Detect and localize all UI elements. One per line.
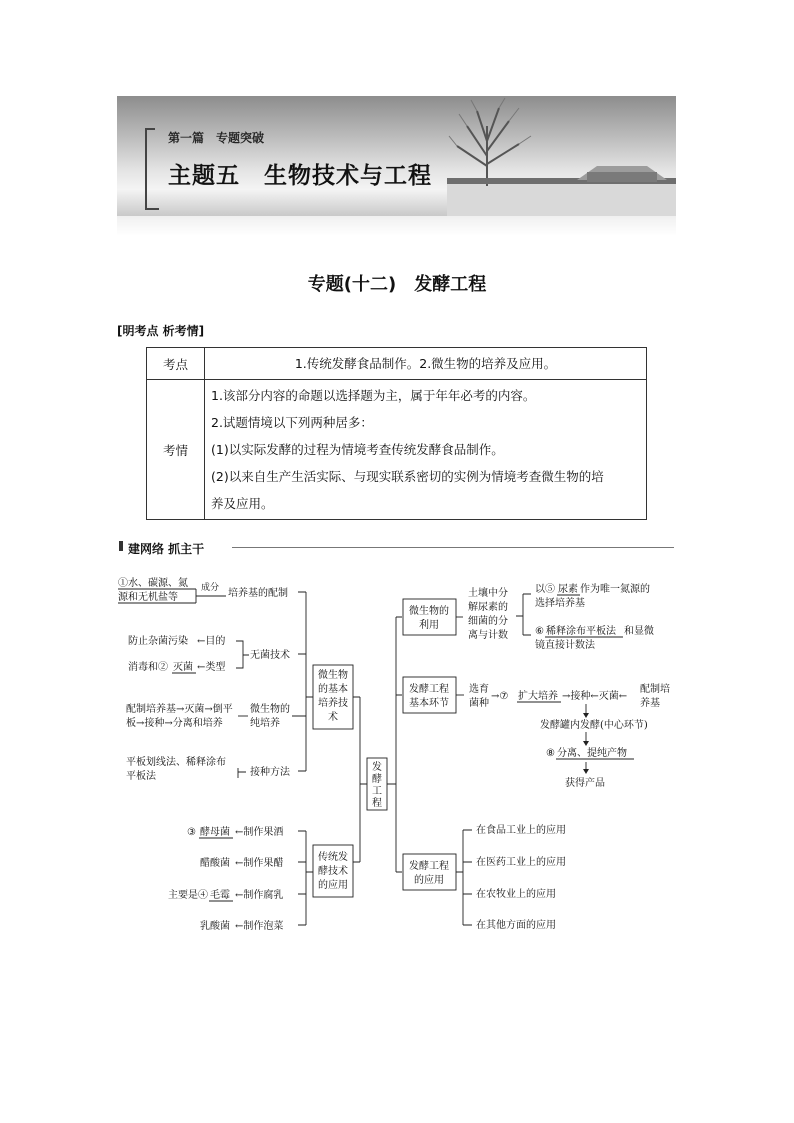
answer-blank: 扩大培养 bbox=[518, 691, 558, 702]
inoculation-arrow bbox=[238, 768, 246, 778]
aseptic-item: 消毒和② bbox=[128, 662, 168, 673]
group-label: 微生物 bbox=[318, 670, 348, 681]
aseptic-bracket bbox=[236, 641, 249, 668]
table-line: (1)以实际发酵的过程为情境考查传统发酵食品制作。 bbox=[211, 442, 504, 457]
utilization-detail: 选择培养基 bbox=[535, 598, 585, 609]
utilization-topic: 解尿素的 bbox=[468, 602, 508, 613]
inoculation-method: 平板法 bbox=[126, 771, 156, 782]
table-cell bbox=[205, 348, 647, 380]
network-header: 建网络 抓主干 bbox=[128, 542, 205, 556]
banner-bracket-bottom bbox=[145, 208, 159, 210]
table-line: 1.传统发酵食品制作。2.微生物的培养及应用。 bbox=[294, 356, 557, 371]
table-line: (2)以来自生产生活实际、与现实联系密切的实例为情境考查微生物的培 bbox=[211, 469, 604, 484]
banner-bracket-top bbox=[145, 128, 155, 130]
table-line: 2.试题情境以下列两种居多： bbox=[211, 415, 373, 430]
relation-label: ←目的 bbox=[197, 636, 226, 647]
theme-title: 主题五 生物技术与工程 bbox=[168, 163, 432, 189]
aseptic-item: 防止杂菌污染 bbox=[128, 636, 188, 647]
pure-culture-target: 纯培养 bbox=[250, 718, 280, 729]
utilization-topic: 离与计数 bbox=[468, 630, 508, 641]
traditional-microbe: 醋酸菌 bbox=[200, 858, 230, 869]
traditional-use: ←制作果醋 bbox=[235, 858, 284, 869]
utilization-prefix: ⑥ bbox=[535, 626, 544, 637]
pure-culture-step: 配制培养基→灭菌→倒平 bbox=[126, 704, 233, 715]
group-label: 发酵工程 bbox=[409, 861, 449, 872]
traditional-use: ←制作腐乳 bbox=[235, 890, 284, 901]
utilization-topic: 土壤中分 bbox=[468, 588, 508, 599]
center-label: 发 bbox=[372, 762, 382, 773]
aseptic-target: 无菌技术 bbox=[250, 650, 290, 661]
center-right-connector bbox=[387, 617, 402, 872]
application-item: 在其他方面的应用 bbox=[476, 920, 556, 931]
center-label: 程 bbox=[372, 798, 382, 809]
culture-medium-source: ①水、碳源、氮 bbox=[118, 578, 188, 589]
utilization-detail: 作为唯一氮源的 bbox=[580, 584, 650, 595]
relation-label: 成分 bbox=[201, 583, 220, 593]
header-rule bbox=[232, 547, 674, 548]
applications-bracket bbox=[456, 830, 472, 925]
table-header-cell: 考情 bbox=[147, 380, 205, 520]
group-label: 的基本 bbox=[318, 684, 348, 695]
group-label: 的应用 bbox=[414, 875, 444, 886]
inoculation-target: 接种方法 bbox=[250, 767, 290, 778]
banner-shadow-strip bbox=[117, 216, 676, 236]
section-label: 第一篇 专题突破 bbox=[168, 131, 265, 145]
pure-culture-target: 微生物的 bbox=[250, 704, 290, 715]
exam-info-table bbox=[146, 347, 647, 520]
traditional-prefix: 主要是④ bbox=[168, 890, 208, 901]
utilization-prefix: 以⑤ bbox=[535, 584, 555, 595]
group-label: 酵技术 bbox=[318, 866, 348, 877]
final-product: 获得产品 bbox=[565, 778, 605, 789]
center-label: 酵 bbox=[372, 774, 382, 785]
group-label: 术 bbox=[328, 712, 338, 723]
center-label: 工 bbox=[372, 786, 382, 797]
answer-blank: 稀释涂布平板法 bbox=[546, 626, 616, 637]
inoculation-method: 平板划线法、稀释涂布 bbox=[126, 757, 226, 768]
tree-landscape-image bbox=[447, 96, 676, 216]
arrow-head-icon bbox=[583, 713, 589, 718]
traditional-prefix: ③ bbox=[187, 827, 196, 838]
group-label: 培养技 bbox=[318, 698, 348, 709]
utilization-bracket bbox=[516, 594, 531, 635]
answer-blank: 酵母菌 bbox=[200, 827, 230, 838]
relation-label: ←类型 bbox=[197, 662, 226, 673]
group-label: 微生物的 bbox=[409, 606, 449, 617]
topic-title: 专题(十二) 发酵工程 bbox=[307, 274, 487, 295]
select-strain: 菌种 bbox=[469, 698, 489, 709]
review-label: [明考点 析考情] bbox=[117, 324, 205, 338]
separation-prefix: ⑧ bbox=[546, 748, 555, 759]
table-line: 1.该部分内容的命题以选择题为主，属于年年必考的内容。 bbox=[211, 388, 536, 403]
select-strain: 选育 bbox=[469, 684, 489, 695]
table-row bbox=[147, 380, 647, 520]
culture-medium-source: 源和无机盐等 bbox=[118, 592, 178, 603]
group-label: 基本环节 bbox=[409, 698, 449, 709]
table-line: 养及应用。 bbox=[211, 496, 274, 511]
expand-prefix: →⑦ bbox=[491, 691, 509, 702]
utilization-topic: 细菌的分 bbox=[468, 616, 508, 627]
group-label: 传统发 bbox=[318, 852, 348, 863]
utilization-detail: 镜直接计数法 bbox=[535, 640, 595, 651]
medium-step: 配制培 bbox=[640, 684, 670, 695]
answer-blank: 分离、提纯产物 bbox=[557, 748, 627, 759]
culture-medium-target: 培养基的配制 bbox=[228, 588, 288, 599]
group-label: 的应用 bbox=[318, 880, 348, 891]
application-item: 在医药工业上的应用 bbox=[476, 857, 566, 868]
answer-blank: 毛霉 bbox=[210, 890, 230, 901]
traditional-microbe: 乳酸菌 bbox=[200, 921, 230, 932]
answer-blank: 尿素 bbox=[558, 584, 578, 595]
group2-bracket bbox=[298, 831, 313, 925]
group-label: 发酵工程 bbox=[409, 684, 449, 695]
answer-blank: 灭菌 bbox=[173, 662, 193, 673]
table-header-cell: 考点 bbox=[147, 348, 205, 380]
pure-culture-step: 板→接种→分离和培养 bbox=[126, 718, 223, 729]
traditional-use: ←制作泡菜 bbox=[235, 921, 284, 932]
inoculation-step: →接种←灭菌← bbox=[562, 691, 628, 702]
chapter-banner bbox=[117, 96, 676, 216]
traditional-use: ←制作果酒 bbox=[235, 827, 284, 838]
table-row bbox=[147, 348, 647, 380]
utilization-detail: 和显微 bbox=[624, 626, 654, 637]
fermentation-step: 发酵罐内发酵(中心环节) bbox=[540, 720, 648, 731]
section-marker-icon bbox=[119, 541, 123, 551]
table-cell bbox=[205, 380, 647, 520]
center-left-connector bbox=[352, 697, 367, 862]
application-item: 在食品工业上的应用 bbox=[476, 825, 566, 836]
arrow-head-icon bbox=[583, 769, 589, 774]
group1-bracket bbox=[292, 592, 313, 771]
application-item: 在农牧业上的应用 bbox=[476, 889, 556, 900]
group-label: 利用 bbox=[419, 620, 439, 631]
concept-mindmap bbox=[0, 560, 794, 960]
arrow-head-icon bbox=[583, 741, 589, 746]
medium-step: 养基 bbox=[640, 698, 660, 709]
banner-bracket bbox=[145, 128, 147, 210]
